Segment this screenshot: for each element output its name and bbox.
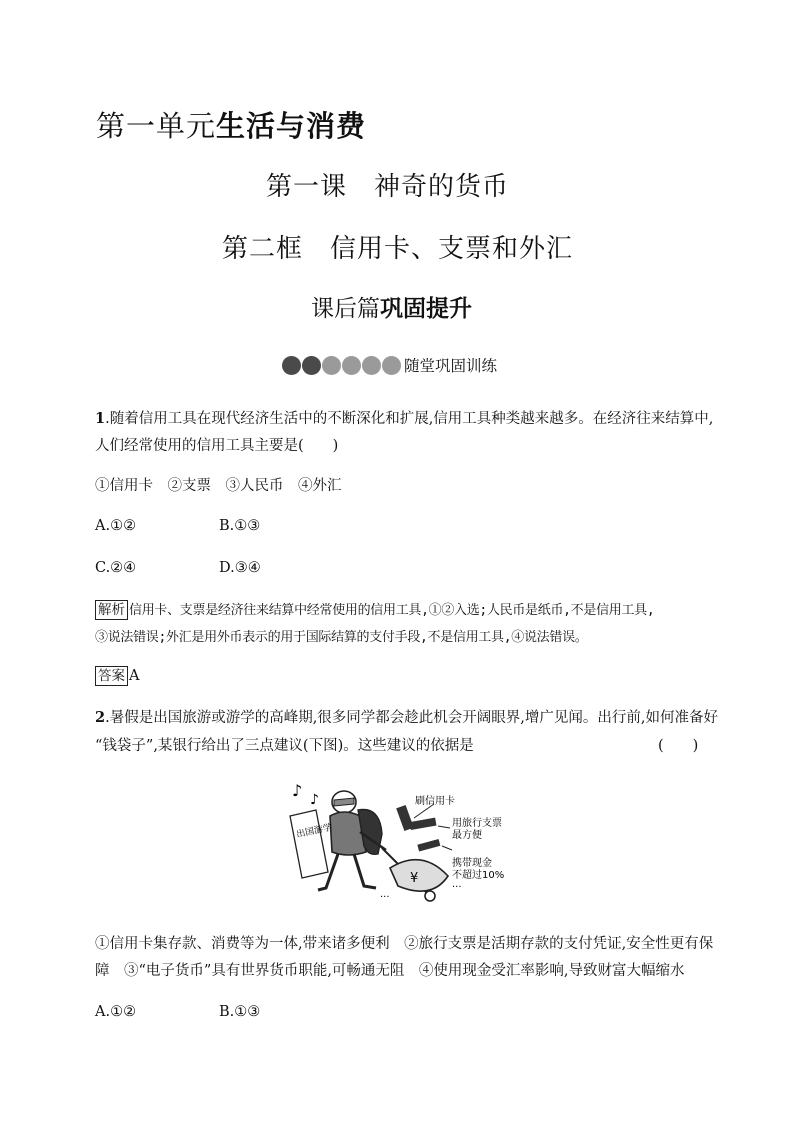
q2-items-line2: 障 ③“电子货币”具有世界货币职能,可畅通无阻 ④使用现金受汇率影响,导致财富大幅缩水 (95, 963, 685, 979)
q1-analysis-text2: ③说法错误;外汇是用外币表示的用于国际结算的支付手段,不是信用工具,④说法错误。 (95, 630, 588, 645)
q2-option-b: B.①③ (219, 1004, 261, 1020)
frame-title: 第二框 信用卡、支票和外汇 (222, 234, 574, 264)
q1-analysis-line1 (95, 598, 654, 623)
traveler-illustration-svg (282, 776, 522, 908)
lesson-title: 第一课 神奇的货币 (266, 172, 510, 202)
answer-label: 答案 (95, 666, 128, 686)
q1-stem-text1: .随着信用工具在现代经济生活中的不断深化和扩展,信用工具种类越来越多。在经济往来结算中, (105, 411, 714, 427)
pointer-line (442, 846, 452, 850)
goggles-icon (334, 798, 354, 806)
music-note-icon: ♪ (292, 781, 303, 800)
dot-icon (382, 356, 401, 375)
label-cheque-1: 用旅行支票 (452, 818, 502, 829)
unit-name: 生活与消费 (216, 109, 367, 143)
q1-answer (95, 664, 139, 688)
q2-option-a: A.①② (95, 1004, 137, 1020)
q1-option-b: B.①③ (219, 518, 261, 534)
money-bag-icon (390, 860, 448, 891)
q1-stem-line1 (95, 407, 713, 431)
q1-option-a: A.①② (95, 518, 137, 534)
q2-stem-line2: “钱袋子”,某银行给出了三点建议(下图)。这些建议的依据是 (95, 738, 474, 754)
label-cash-1: 携带现金 (452, 858, 492, 869)
q2-stem-text1: .暑假是出国旅游或游学的高峰期,很多同学都会趁此机会开阔眼界,增广见闻。出行前,如何准备好 (105, 710, 719, 726)
music-note-icon: ♪ (310, 792, 319, 808)
dot-icon (362, 356, 381, 375)
q1-analysis-text1: 信用卡、支票是经济往来结算中经常使用的信用工具,①②入选;人民币是纸币,不是信用工具, (129, 603, 655, 618)
ellipsis: ··· (380, 892, 390, 903)
q1-stem-line2: 人们经常使用的信用工具主要是( ) (95, 438, 339, 454)
dot-icon (342, 356, 361, 375)
q1-option-c: C.②④ (95, 560, 137, 576)
q2-stem-line1 (95, 706, 718, 730)
ellipsis: ··· (452, 882, 462, 893)
wheel-icon (425, 891, 435, 901)
section-title (311, 290, 472, 323)
analysis-label: 解析 (95, 600, 128, 620)
sign-text: 出国游学 (295, 822, 333, 841)
q1-number: 1 (95, 410, 106, 427)
section-prefix: 课后篇 (311, 296, 380, 322)
cash-icon (417, 839, 440, 851)
unit-prefix: 第一单元 (96, 109, 217, 143)
section-bold: 巩固提升 (380, 296, 472, 322)
dot-icon (302, 356, 321, 375)
travel-illustration (282, 776, 522, 908)
sign-icon (290, 810, 328, 878)
leg-icon (354, 854, 376, 888)
cheque-icon (409, 818, 436, 830)
practice-label: 随堂巩固训练 (404, 357, 498, 375)
q2-number: 2 (95, 709, 106, 726)
dot-icon (322, 356, 341, 375)
unit-title (96, 104, 366, 145)
q2-items-line1: ①信用卡集存款、消费等为一体,带来诸多便利 ②旅行支票是活期存款的支付凭证,安全性更有保 (95, 936, 714, 952)
practice-header (282, 354, 497, 376)
label-cheque-2: 最方便 (452, 830, 482, 841)
label-card: 刷信用卡 (415, 796, 455, 807)
q1-analysis-line2 (95, 625, 587, 650)
yuan-icon: ¥ (410, 871, 419, 886)
pointer-line (438, 826, 450, 828)
dot-icon (282, 356, 301, 375)
q1-items: ①信用卡 ②支票 ③人民币 ④外汇 (95, 478, 342, 494)
q2-answer-paren: ( ) (658, 738, 699, 754)
label-cash-2: 不超过10% (452, 870, 505, 881)
q1-option-d: D.③④ (219, 560, 261, 576)
q1-answer-value: A (129, 668, 140, 684)
